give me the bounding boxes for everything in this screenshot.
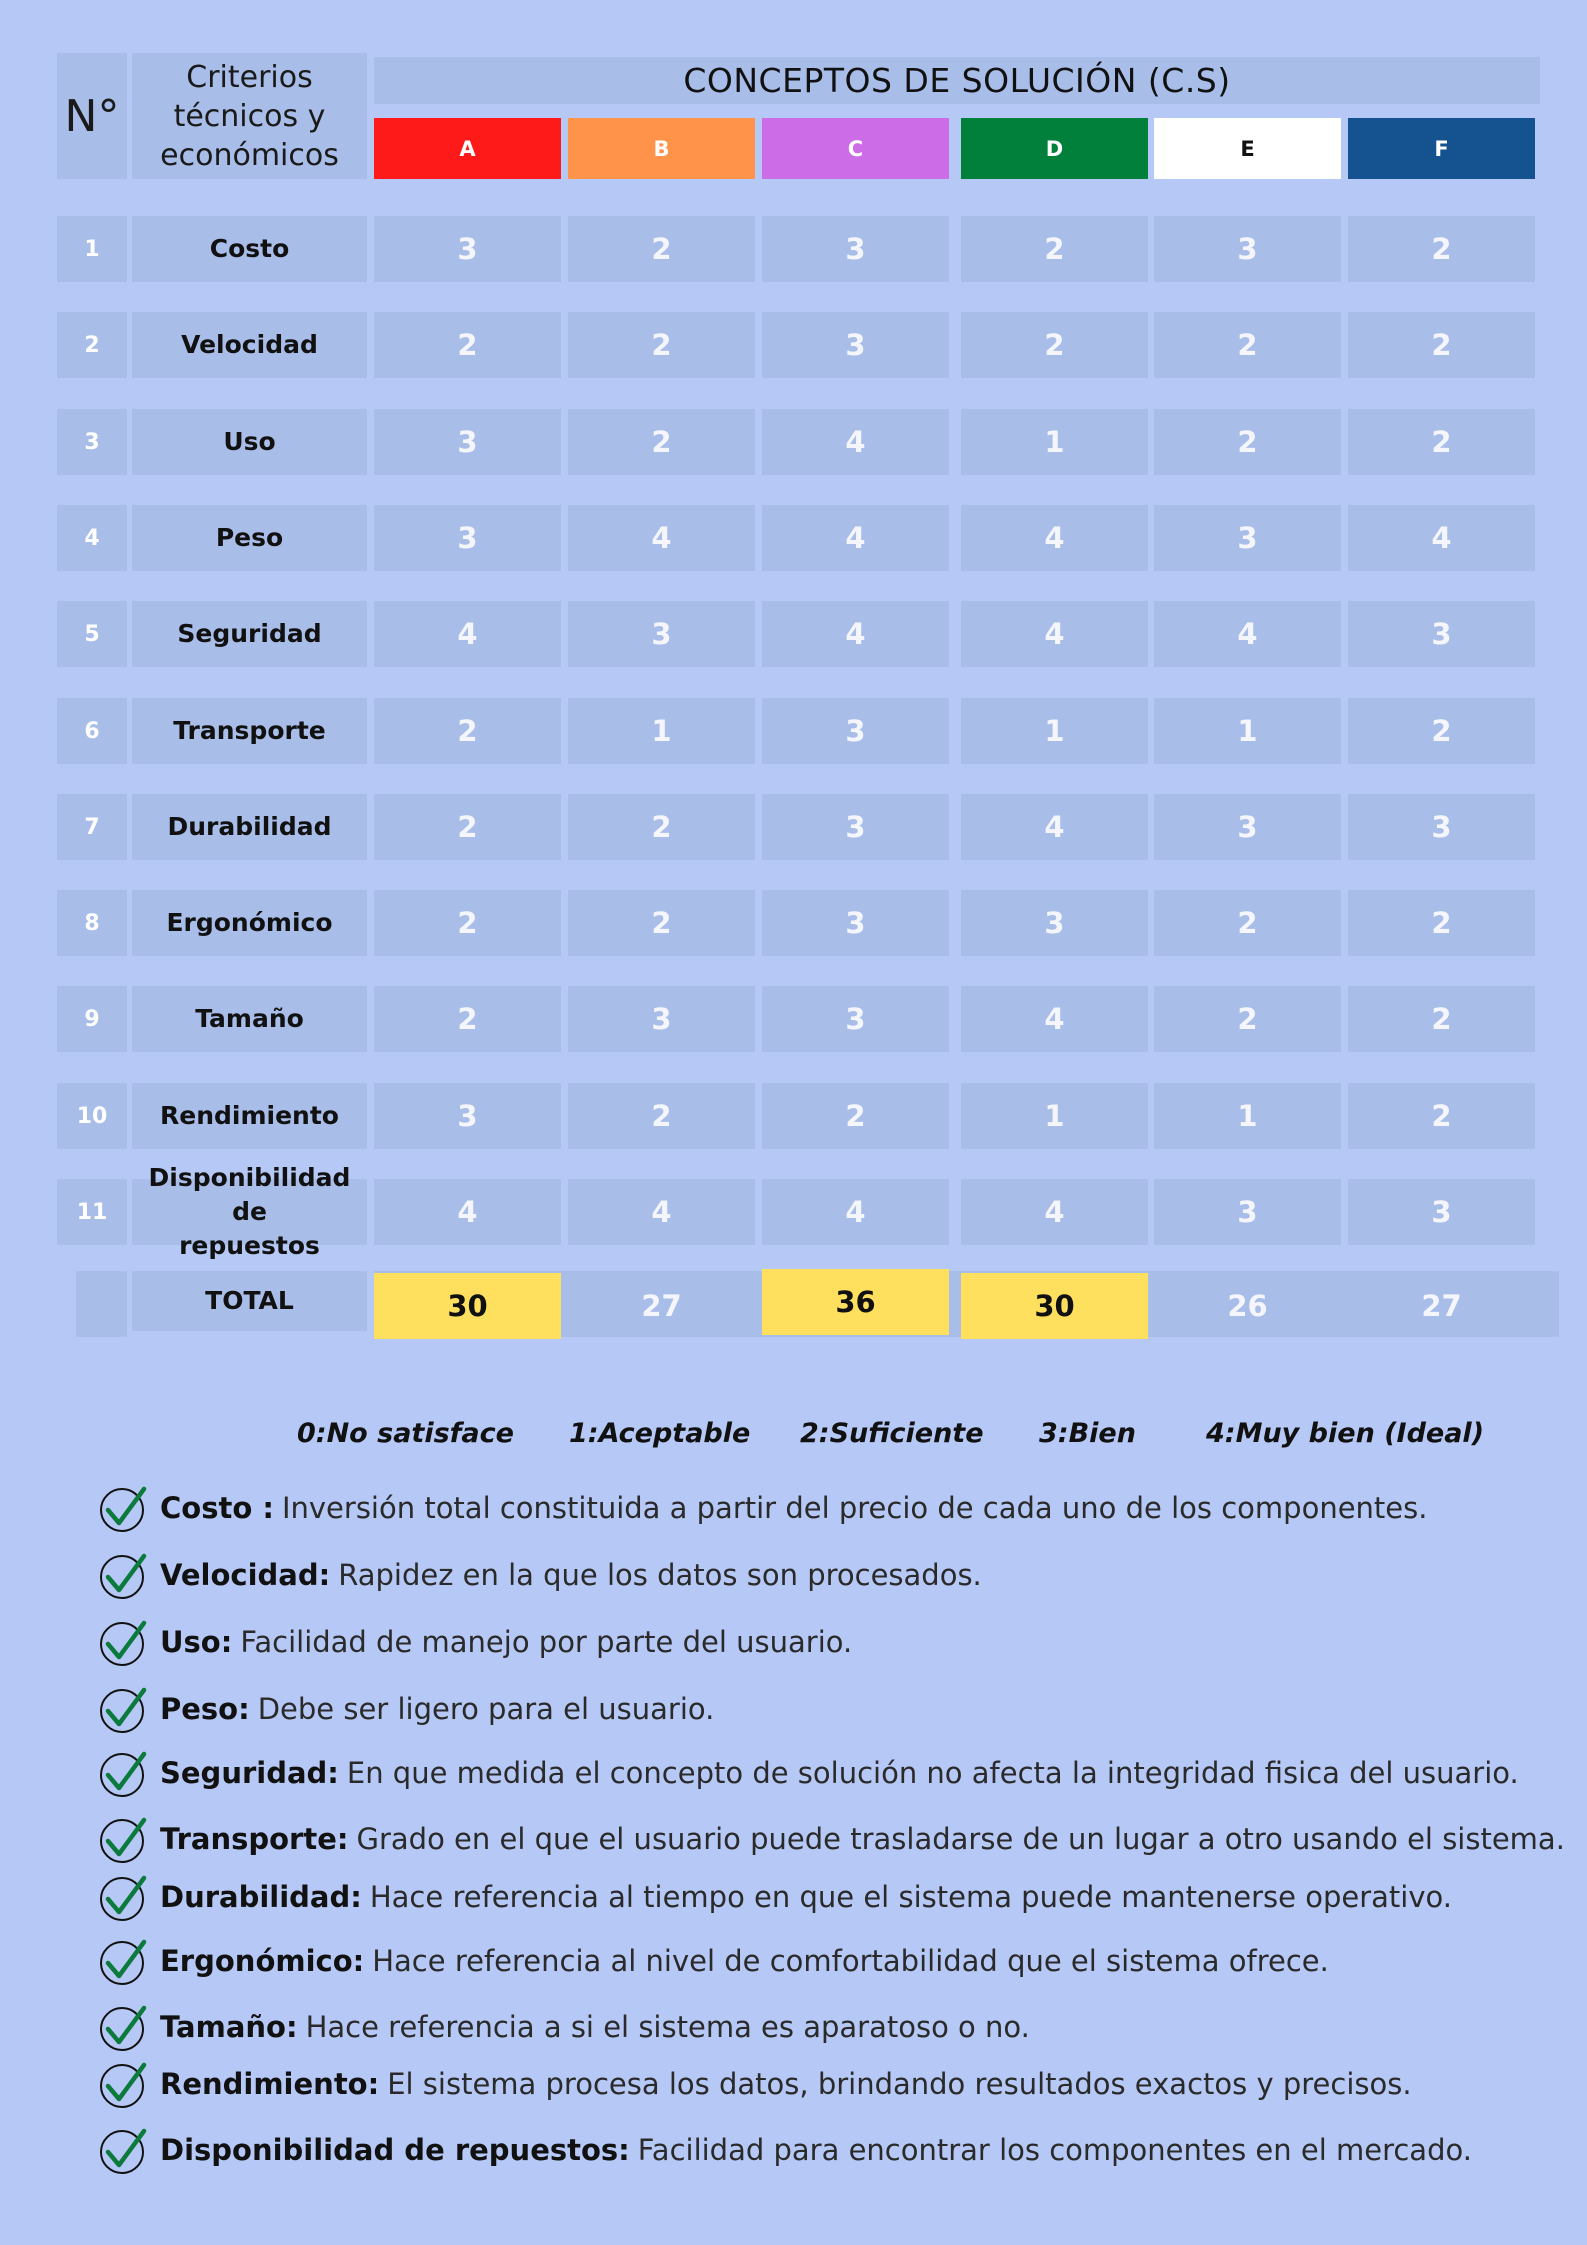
row-number: 6 — [57, 698, 127, 764]
criterion-name-line1: Disponibilidad de — [148, 1163, 351, 1226]
score-cell-c: 4 — [762, 1179, 949, 1245]
score-cell-f: 2 — [1348, 216, 1535, 282]
row-number: 11 — [57, 1179, 127, 1245]
checkmark-icon — [98, 1483, 148, 1533]
concept-header-e: E — [1154, 118, 1341, 179]
score-cell-c: 4 — [762, 409, 949, 475]
definition-text: Grado en el que el usuario puede trasladarse de un lugar a otro usando el sistema. — [356, 1822, 1565, 1856]
definition-term: Ergonómico: — [160, 1944, 365, 1978]
concept-header-f: F — [1348, 118, 1535, 179]
definition-item — [98, 1480, 1427, 1536]
score-cell-c: 2 — [762, 1083, 949, 1149]
score-cell-c: 3 — [762, 312, 949, 378]
score-cell-a: 2 — [374, 312, 561, 378]
score-cell-c: 3 — [762, 890, 949, 956]
totals-blank-cell — [76, 1271, 127, 1337]
score-cell-d: 1 — [961, 1083, 1148, 1149]
row-number: 8 — [57, 890, 127, 956]
checkmark-icon — [98, 1936, 148, 1986]
checkmark-icon — [98, 2002, 148, 2052]
definition-term: Transporte: — [160, 1822, 349, 1856]
score-cell-e: 3 — [1154, 505, 1341, 571]
score-cell-c: 4 — [762, 601, 949, 667]
total-cell-f: 27 — [1421, 1289, 1462, 1323]
score-cell-e: 2 — [1154, 312, 1341, 378]
definition-text: Rapidez en la que los datos son procesados. — [338, 1558, 982, 1592]
row-number: 9 — [57, 986, 127, 1052]
score-cell-f: 2 — [1348, 986, 1535, 1052]
score-cell-c: 3 — [762, 216, 949, 282]
score-cell-e: 2 — [1154, 890, 1341, 956]
score-cell-e: 2 — [1154, 409, 1341, 475]
score-cell-a: 2 — [374, 890, 561, 956]
score-cell-d: 1 — [961, 409, 1148, 475]
score-cell-b: 2 — [568, 1083, 755, 1149]
header-no: N° — [57, 53, 127, 179]
criterion-name: Tamaño — [132, 986, 367, 1052]
concept-header-a: A — [374, 118, 561, 179]
score-cell-f: 2 — [1348, 409, 1535, 475]
score-cell-c: 3 — [762, 986, 949, 1052]
header-criteria-line3: económicos — [160, 137, 339, 173]
score-cell-d: 4 — [961, 986, 1148, 1052]
definition-text: Hace referencia al tiempo en que el sistema puede mantenerse operativo. — [369, 1880, 1452, 1914]
row-number: 4 — [57, 505, 127, 571]
header-concepts-title: CONCEPTOS DE SOLUCIÓN (C.S) — [374, 57, 1540, 104]
score-cell-a: 3 — [374, 1083, 561, 1149]
score-cell-d: 4 — [961, 601, 1148, 667]
checkmark-icon — [98, 2059, 148, 2109]
score-cell-e: 1 — [1154, 1083, 1341, 1149]
definition-text: Facilidad de manejo por parte del usuario. — [240, 1625, 853, 1659]
score-cell-b: 2 — [568, 890, 755, 956]
totals-label: TOTAL — [132, 1271, 367, 1331]
score-cell-d: 1 — [961, 698, 1148, 764]
header-criteria-line2: técnicos y — [173, 98, 326, 134]
checkmark-icon — [98, 1550, 148, 1600]
definition-text: Inversión total constituida a partir del precio de cada uno de los componentes. — [281, 1491, 1428, 1525]
score-cell-a: 3 — [374, 409, 561, 475]
score-cell-f: 2 — [1348, 698, 1535, 764]
row-number: 2 — [57, 312, 127, 378]
score-cell-b: 2 — [568, 794, 755, 860]
definition-text: En que medida el concepto de solución no afecta la integridad fisica del usuario. — [346, 1756, 1519, 1790]
score-cell-d: 4 — [961, 794, 1148, 860]
definition-item — [98, 1999, 1030, 2055]
definition-item — [98, 1933, 1329, 1989]
definition-item — [98, 1614, 852, 1670]
checkmark-icon — [98, 1872, 148, 1922]
score-cell-b: 2 — [568, 312, 755, 378]
score-cell-a: 2 — [374, 986, 561, 1052]
score-cell-d: 2 — [961, 216, 1148, 282]
score-cell-d: 2 — [961, 312, 1148, 378]
criterion-name: Peso — [132, 505, 367, 571]
checkmark-icon — [98, 2125, 148, 2175]
score-cell-b: 3 — [568, 601, 755, 667]
score-cell-f: 2 — [1348, 1083, 1535, 1149]
row-number: 7 — [57, 794, 127, 860]
score-cell-b: 4 — [568, 1179, 755, 1245]
row-number: 10 — [57, 1083, 127, 1149]
concept-header-c: C — [762, 118, 949, 179]
definition-item — [98, 1745, 1519, 1801]
score-cell-f: 2 — [1348, 312, 1535, 378]
score-cell-a: 3 — [374, 505, 561, 571]
definition-term: Peso: — [160, 1692, 250, 1726]
criterion-name: Durabilidad — [132, 794, 367, 860]
score-cell-f: 3 — [1348, 1179, 1535, 1245]
score-cell-f: 3 — [1348, 794, 1535, 860]
criterion-name: Uso — [132, 409, 367, 475]
checkmark-icon — [98, 1684, 148, 1734]
criterion-name-line2: repuestos — [179, 1231, 320, 1260]
definition-text: Hace referencia al nivel de comfortabilidad que el sistema ofrece. — [372, 1944, 1329, 1978]
score-cell-b: 2 — [568, 216, 755, 282]
definition-term: Seguridad: — [160, 1756, 339, 1790]
score-cell-f: 2 — [1348, 890, 1535, 956]
definition-term: Durabilidad: — [160, 1880, 362, 1914]
score-cell-a: 2 — [374, 698, 561, 764]
checkmark-icon — [98, 1814, 148, 1864]
total-cell-d: 30 — [961, 1273, 1148, 1339]
definition-item — [98, 2122, 1472, 2178]
criterion-name — [132, 1163, 367, 1260]
concept-header-d: D — [961, 118, 1148, 179]
definition-item — [98, 1547, 982, 1603]
score-cell-e: 4 — [1154, 601, 1341, 667]
definition-term: Velocidad: — [160, 1558, 331, 1592]
score-cell-d: 3 — [961, 890, 1148, 956]
total-cell-b: 27 — [641, 1289, 682, 1323]
concept-header-b: B — [568, 118, 755, 179]
header-criteria-line1: Criterios — [186, 59, 313, 95]
legend-item: 3:Bien — [1039, 1418, 1136, 1449]
score-cell-c: 4 — [762, 505, 949, 571]
criterion-name: Costo — [132, 216, 367, 282]
score-cell-b: 4 — [568, 505, 755, 571]
definition-text: El sistema procesa los datos, brindando resultados exactos y precisos. — [387, 2067, 1412, 2101]
definition-item — [98, 1869, 1452, 1925]
score-cell-c: 3 — [762, 794, 949, 860]
score-cell-d: 4 — [961, 1179, 1148, 1245]
criterion-name: Seguridad — [132, 601, 367, 667]
definition-text: Debe ser ligero para el usuario. — [257, 1692, 715, 1726]
score-cell-e: 3 — [1154, 1179, 1341, 1245]
criterion-name: Rendimiento — [132, 1083, 367, 1149]
definition-text: Facilidad para encontrar los componentes en el mercado. — [637, 2133, 1472, 2167]
score-cell-b: 2 — [568, 409, 755, 475]
score-cell-e: 3 — [1154, 794, 1341, 860]
criterion-name: Velocidad — [132, 312, 367, 378]
definition-term: Disponibilidad de repuestos: — [160, 2133, 630, 2167]
definition-term: Rendimiento: — [160, 2067, 380, 2101]
total-cell-e: 26 — [1227, 1289, 1268, 1323]
criterion-name: Ergonómico — [132, 890, 367, 956]
score-cell-d: 4 — [961, 505, 1148, 571]
row-number: 3 — [57, 409, 127, 475]
score-cell-b: 1 — [568, 698, 755, 764]
score-cell-e: 2 — [1154, 986, 1341, 1052]
row-number: 5 — [57, 601, 127, 667]
row-number: 1 — [57, 216, 127, 282]
criterion-name: Transporte — [132, 698, 367, 764]
definition-term: Costo : — [160, 1491, 274, 1525]
legend-item: 0:No satisface — [297, 1418, 514, 1449]
score-cell-a: 2 — [374, 794, 561, 860]
definition-item — [98, 1681, 714, 1737]
score-cell-a: 4 — [374, 1179, 561, 1245]
score-cell-f: 3 — [1348, 601, 1535, 667]
definition-item — [98, 1811, 1565, 1867]
total-cell-a: 30 — [374, 1273, 561, 1339]
definition-item — [98, 2056, 1412, 2112]
definition-term: Uso: — [160, 1625, 233, 1659]
score-cell-a: 4 — [374, 601, 561, 667]
total-cell-c: 36 — [762, 1269, 949, 1335]
legend-item: 1:Aceptable — [569, 1418, 751, 1449]
definition-text: Hace referencia a si el sistema es aparatoso o no. — [305, 2010, 1030, 2044]
checkmark-icon — [98, 1748, 148, 1798]
score-cell-a: 3 — [374, 216, 561, 282]
header-criteria — [132, 53, 367, 179]
score-cell-b: 3 — [568, 986, 755, 1052]
score-cell-f: 4 — [1348, 505, 1535, 571]
definition-term: Tamaño: — [160, 2010, 298, 2044]
score-cell-c: 3 — [762, 698, 949, 764]
legend-item: 2:Suficiente — [800, 1418, 984, 1449]
checkmark-icon — [98, 1617, 148, 1667]
score-cell-e: 1 — [1154, 698, 1341, 764]
legend-item: 4:Muy bien (Ideal) — [1206, 1418, 1485, 1449]
score-cell-e: 3 — [1154, 216, 1341, 282]
